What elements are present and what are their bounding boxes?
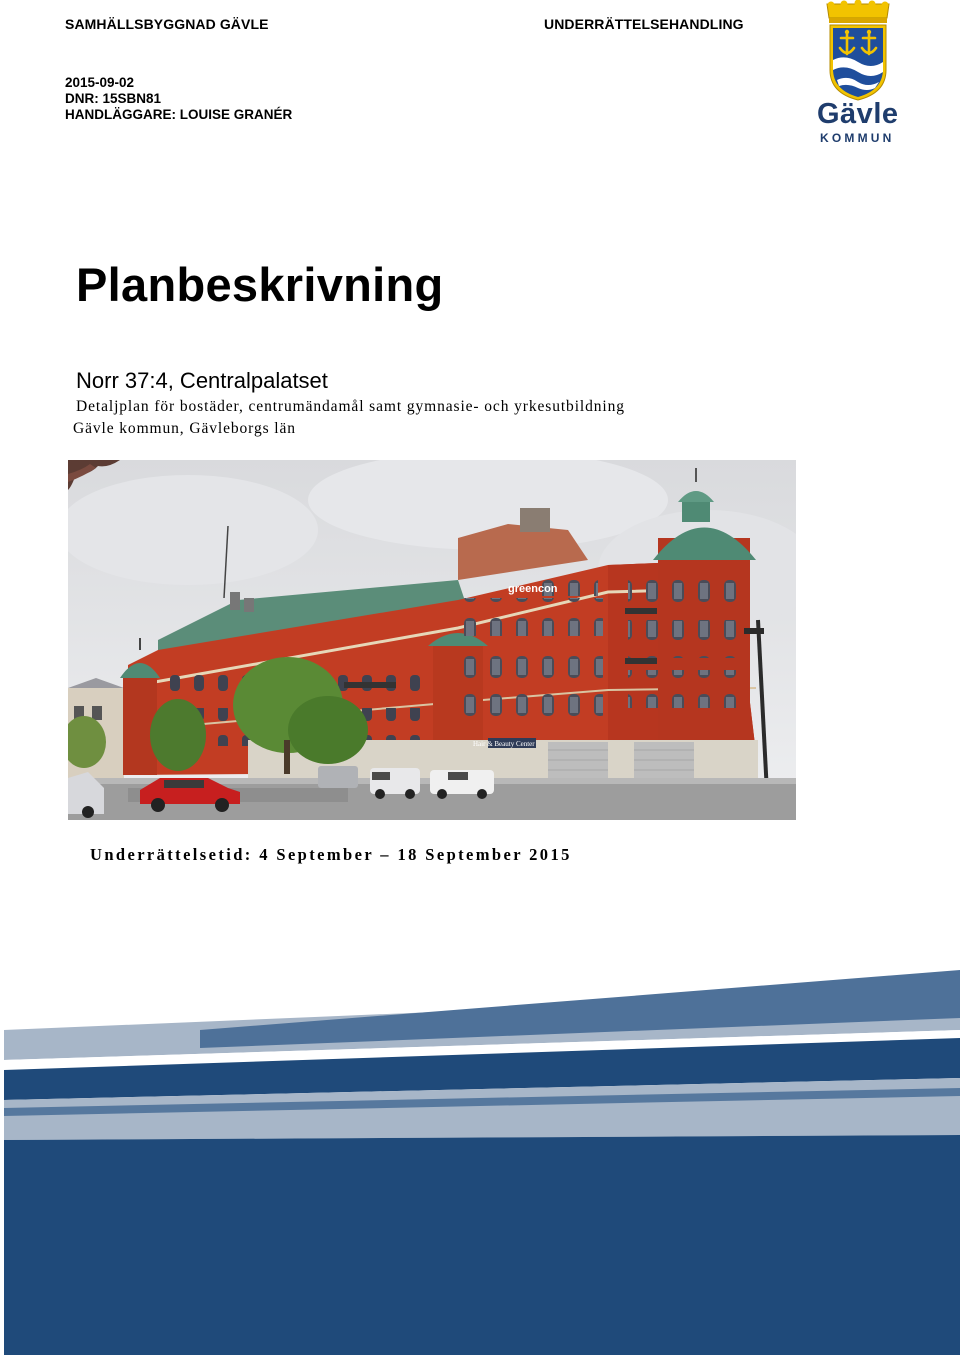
shop-sign: Hair & Beauty Center: [473, 740, 535, 748]
page-title: Planbeskrivning: [76, 258, 444, 311]
gavle-logo: [815, 0, 901, 148]
logo-name: Gävle: [817, 98, 899, 130]
document-dnr: DNR: 15SBN81: [65, 91, 162, 106]
document-meta: [65, 75, 292, 123]
document-type: UNDERRÄTTELSEHANDLING: [544, 16, 744, 32]
decorative-band: [0, 970, 960, 1357]
document-handler: HANDLÄGGARE: LOUISE GRANÉR: [65, 107, 293, 122]
cover-photo: [68, 460, 796, 820]
plan-description: Detaljplan för bostäder, centrumändamål samt gymnasie- och yrkesutbildning: [76, 398, 625, 415]
plan-name: Norr 37:4, Centralpalatset: [76, 368, 328, 393]
building-sign: greencon: [508, 583, 558, 595]
document-date: 2015-09-02: [65, 75, 135, 90]
notice-period: Underrättelsetid: 4 September – 18 September 2015: [90, 845, 572, 864]
logo-subtitle: KOMMUN: [820, 131, 895, 145]
municipality-line: Gävle kommun, Gävleborgs län: [73, 420, 296, 437]
gavle-coat-of-arms-icon: [815, 0, 901, 102]
department-name: SAMHÄLLSBYGGNAD GÄVLE: [65, 16, 269, 32]
